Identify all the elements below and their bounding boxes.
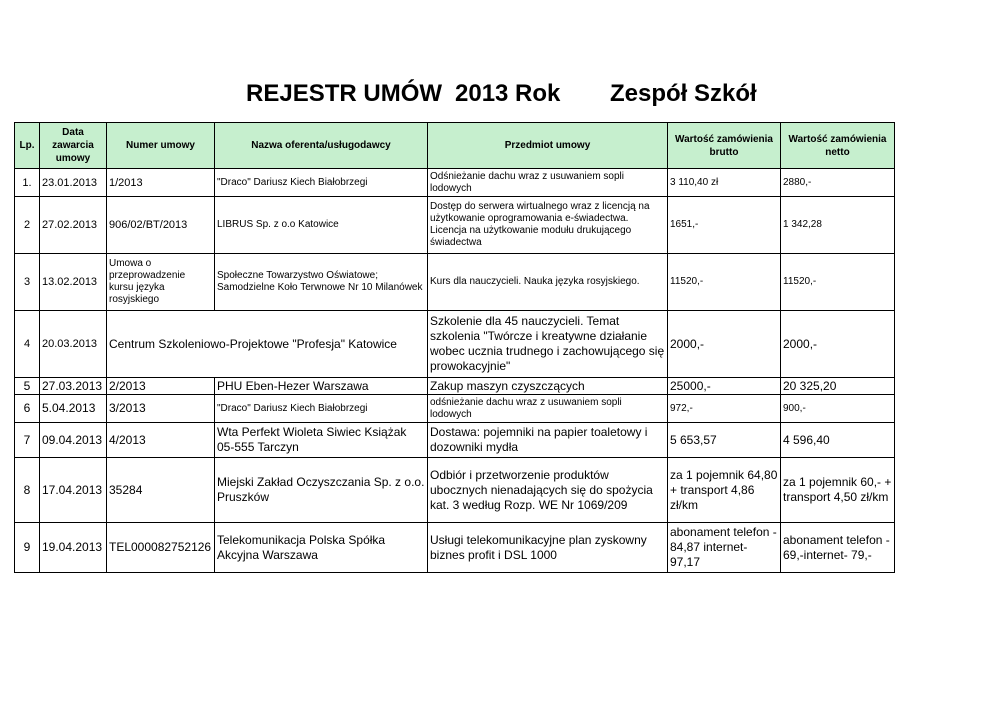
table-row [15,254,895,311]
cell-date: 19.04.2013 [40,523,107,573]
cell-number: TEL000082752126 [107,523,215,573]
cell-date: 09.04.2013 [40,423,107,458]
header-gross: Wartość zamówienia brutto [668,123,781,169]
header-subject: Przedmiot umowy [428,123,668,169]
table-row [15,378,895,395]
cell-net: 900,- [781,395,895,423]
table-header-row [15,123,895,169]
cell-gross: 25000,- [668,378,781,395]
cell-lp: 7 [15,423,40,458]
cell-lp: 8 [15,458,40,523]
title-year: 2013 Rok [455,80,561,107]
table-row [15,395,895,423]
cell-gross: za 1 pojemnik 64,80 + transport 4,86 zł/km [668,458,781,523]
cell-subject: Zakup maszyn czyszczących [428,378,668,395]
table-row [15,523,895,573]
cell-gross: abonament telefon - 84,87 internet- 97,17 [668,523,781,573]
cell-vendor: "Draco" Dariusz Kiech Białobrzegi [215,169,428,197]
cell-subject: Usługi telekomunikacyjne plan zyskowny biznes profit i DSL 1000 [428,523,668,573]
cell-gross: 1651,- [668,197,781,254]
cell-date: 23.01.2013 [40,169,107,197]
header-number: Numer umowy [107,123,215,169]
cell-date: 5.04.2013 [40,395,107,423]
cell-date: 27.02.2013 [40,197,107,254]
cell-gross: 3 110,40 zł [668,169,781,197]
cell-lp: 1. [15,169,40,197]
cell-gross: 5 653,57 [668,423,781,458]
title-register: REJESTR UMÓW [246,80,443,107]
cell-lp: 6 [15,395,40,423]
cell-number: 4/2013 [107,423,215,458]
cell-gross: 2000,- [668,311,781,378]
cell-net: 2000,- [781,311,895,378]
cell-subject: odśnieżanie dachu wraz z usuwaniem sopli lodowych [428,395,668,423]
cell-number: 35284 [107,458,215,523]
table-row [15,197,895,254]
cell-vendor: Miejski Zakład Oczyszczania Sp. z o.o. Pruszków [215,458,428,523]
cell-gross: 972,- [668,395,781,423]
header-date: Data zawarcia umowy [40,123,107,169]
title-school: Zespół Szkół [610,80,757,107]
cell-subject: Odbiór i przetworzenie produktów ubocznych nienadających się do spożycia kat. 3 według Rozp. WE Nr 1069/209 [428,458,668,523]
table-row [15,311,895,378]
cell-number: Umowa o przeprowadzenie kursu języka rosyjskiego [107,254,215,311]
table-row [15,423,895,458]
cell-vendor: Telekomunikacja Polska Spółka Akcyjna Warszawa [215,523,428,573]
cell-net: 1 342,28 [781,197,895,254]
cell-subject: Szkolenie dla 45 nauczycieli. Temat szkolenia "Twórcze i kreatywne działanie wobec ucznia trudnego i zachowującego się prowokacyjnie" [428,311,668,378]
cell-number: 2/2013 [107,378,215,395]
cell-net: 11520,- [781,254,895,311]
cell-lp: 3 [15,254,40,311]
cell-number: 3/2013 [107,395,215,423]
cell-subject: Dostęp do serwera wirtualnego wraz z licencją na użytkowanie oprogramowania e-świadectwa. Licencja na użytkowanie modułu drukującego świadectwa [428,197,668,254]
cell-number: 906/02/BT/2013 [107,197,215,254]
cell-date: 17.04.2013 [40,458,107,523]
cell-lp: 5 [15,378,40,395]
cell-lp: 4 [15,311,40,378]
cell-subject: Kurs dla nauczycieli. Nauka języka rosyjskiego. [428,254,668,311]
header-vendor: Nazwa oferenta/usługodawcy [215,123,428,169]
cell-net: 4 596,40 [781,423,895,458]
header-net: Wartość zamówienia netto [781,123,895,169]
cell-vendor: LIBRUS Sp. z o.o Katowice [215,197,428,254]
cell-vendor: PHU Eben-Hezer Warszawa [215,378,428,395]
cell-net: za 1 pojemnik 60,- + transport 4,50 zł/km [781,458,895,523]
cell-net: abonament telefon - 69,-internet- 79,- [781,523,895,573]
table-row [15,458,895,523]
cell-subject: Odśnieżanie dachu wraz z usuwaniem sopli lodowych [428,169,668,197]
cell-number: 1/2013 [107,169,215,197]
cell-date: 13.02.2013 [40,254,107,311]
contracts-table [14,122,895,573]
header-lp: Lp. [15,123,40,169]
cell-number-vendor: Centrum Szkoleniowo-Projektowe "Profesja" Katowice [107,311,428,378]
cell-date: 27.03.2013 [40,378,107,395]
table-row [15,169,895,197]
cell-net: 2880,- [781,169,895,197]
cell-subject: Dostawa: pojemniki na papier toaletowy i dozowniki mydła [428,423,668,458]
cell-vendor: Społeczne Towarzystwo Oświatowe; Samodzielne Koło Terwnowe Nr 10 Milanówek [215,254,428,311]
cell-date: 20.03.2013 [40,311,107,378]
cell-gross: 11520,- [668,254,781,311]
cell-lp: 2 [15,197,40,254]
cell-vendor: Wta Perfekt Wioleta Siwiec Książak 05-555 Tarczyn [215,423,428,458]
cell-lp: 9 [15,523,40,573]
cell-net: 20 325,20 [781,378,895,395]
cell-vendor: "Draco" Dariusz Kiech Białobrzegi [215,395,428,423]
document-title [0,80,992,120]
